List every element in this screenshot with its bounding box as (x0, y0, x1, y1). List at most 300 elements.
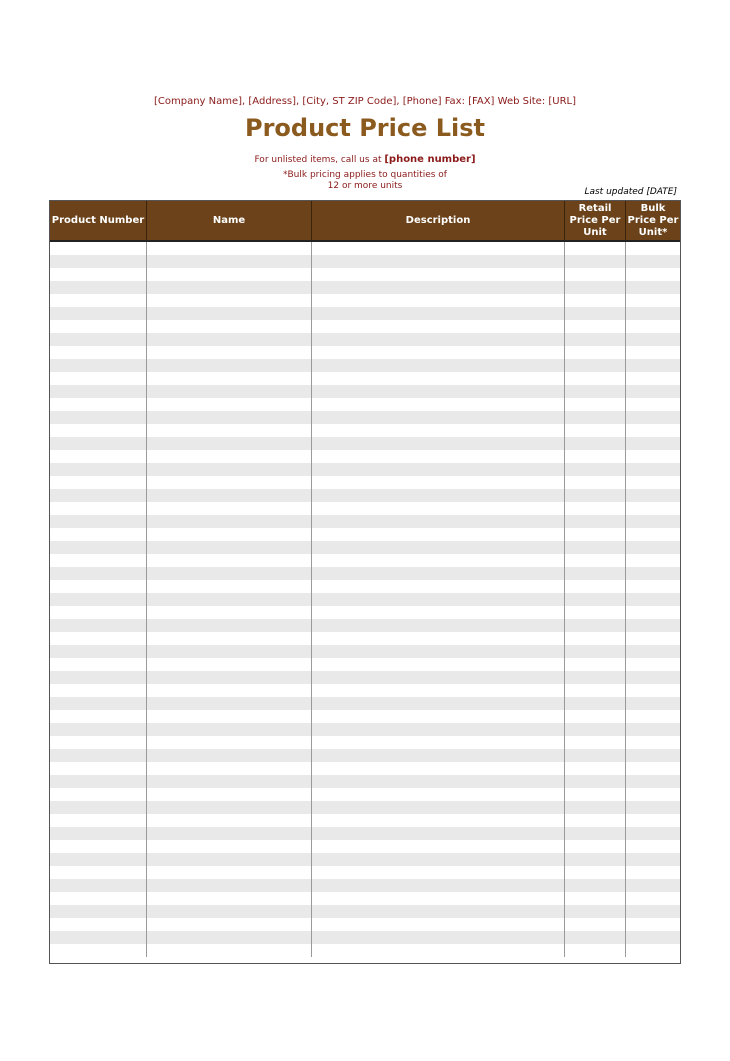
retail-price-cell[interactable] (565, 450, 626, 463)
description-cell[interactable] (312, 658, 565, 671)
bulk-price-cell[interactable] (626, 879, 680, 892)
bulk-price-cell[interactable] (626, 840, 680, 853)
product-number-cell[interactable] (50, 710, 147, 723)
name-cell[interactable] (147, 528, 312, 541)
name-cell[interactable] (147, 684, 312, 697)
product-number-cell[interactable] (50, 632, 147, 645)
description-cell[interactable] (312, 918, 565, 931)
name-cell[interactable] (147, 749, 312, 762)
retail-price-cell[interactable] (565, 554, 626, 567)
retail-price-cell[interactable] (565, 463, 626, 476)
bulk-price-cell[interactable] (626, 346, 680, 359)
product-number-cell[interactable] (50, 463, 147, 476)
description-cell[interactable] (312, 619, 565, 632)
product-number-cell[interactable] (50, 333, 147, 346)
product-number-cell[interactable] (50, 411, 147, 424)
bulk-price-cell[interactable] (626, 424, 680, 437)
retail-price-cell[interactable] (565, 736, 626, 749)
last-updated: Last updated [DATE] (584, 187, 677, 197)
name-cell[interactable] (147, 333, 312, 346)
retail-price-cell[interactable] (565, 866, 626, 879)
table-row (50, 281, 680, 294)
name-cell[interactable] (147, 281, 312, 294)
description-cell[interactable] (312, 476, 565, 489)
description-cell[interactable] (312, 788, 565, 801)
description-cell[interactable] (312, 593, 565, 606)
name-cell[interactable] (147, 242, 312, 255)
description-cell[interactable] (312, 541, 565, 554)
name-cell[interactable] (147, 853, 312, 866)
product-number-cell[interactable] (50, 606, 147, 619)
bulk-price-cell[interactable] (626, 684, 680, 697)
description-cell[interactable] (312, 346, 565, 359)
name-cell[interactable] (147, 879, 312, 892)
bulk-price-cell[interactable] (626, 853, 680, 866)
table-row (50, 814, 680, 827)
retail-price-cell[interactable] (565, 437, 626, 450)
description-cell[interactable] (312, 268, 565, 281)
table-row (50, 879, 680, 892)
product-number-cell[interactable] (50, 684, 147, 697)
name-cell[interactable] (147, 762, 312, 775)
retail-price-cell[interactable] (565, 606, 626, 619)
description-cell[interactable] (312, 684, 565, 697)
description-cell[interactable] (312, 528, 565, 541)
description-cell[interactable] (312, 632, 565, 645)
product-number-cell[interactable] (50, 281, 147, 294)
product-number-cell[interactable] (50, 775, 147, 788)
product-number-cell[interactable] (50, 294, 147, 307)
table-row (50, 515, 680, 528)
table-row (50, 424, 680, 437)
bulk-price-cell[interactable] (626, 710, 680, 723)
product-number-cell[interactable] (50, 892, 147, 905)
bulk-price-cell[interactable] (626, 372, 680, 385)
retail-price-cell[interactable] (565, 242, 626, 255)
description-cell[interactable] (312, 333, 565, 346)
product-number-cell[interactable] (50, 242, 147, 255)
retail-price-cell[interactable] (565, 255, 626, 268)
name-cell[interactable] (147, 268, 312, 281)
bulk-price-cell[interactable] (626, 294, 680, 307)
name-cell[interactable] (147, 736, 312, 749)
name-cell[interactable] (147, 905, 312, 918)
name-cell[interactable] (147, 814, 312, 827)
name-cell[interactable] (147, 255, 312, 268)
product-number-cell[interactable] (50, 918, 147, 931)
retail-price-cell[interactable] (565, 411, 626, 424)
description-cell[interactable] (312, 294, 565, 307)
retail-price-cell[interactable] (565, 775, 626, 788)
description-cell[interactable] (312, 801, 565, 814)
description-cell[interactable] (312, 840, 565, 853)
product-number-cell[interactable] (50, 788, 147, 801)
description-cell[interactable] (312, 827, 565, 840)
description-cell[interactable] (312, 775, 565, 788)
description-cell[interactable] (312, 723, 565, 736)
name-cell[interactable] (147, 645, 312, 658)
retail-price-cell[interactable] (565, 489, 626, 502)
name-cell[interactable] (147, 944, 312, 957)
bulk-note-line-1: *Bulk pricing applies to quantities of (283, 170, 447, 180)
description-cell[interactable] (312, 359, 565, 372)
retail-price-cell[interactable] (565, 281, 626, 294)
retail-price-cell[interactable] (565, 658, 626, 671)
description-cell[interactable] (312, 749, 565, 762)
product-number-cell[interactable] (50, 541, 147, 554)
name-cell[interactable] (147, 840, 312, 853)
table-row (50, 307, 680, 320)
bulk-price-cell[interactable] (626, 489, 680, 502)
name-cell[interactable] (147, 515, 312, 528)
name-cell[interactable] (147, 359, 312, 372)
name-cell[interactable] (147, 580, 312, 593)
retail-price-cell[interactable] (565, 372, 626, 385)
bulk-price-cell[interactable] (626, 723, 680, 736)
product-number-cell[interactable] (50, 749, 147, 762)
bulk-price-cell[interactable] (626, 385, 680, 398)
retail-price-cell[interactable] (565, 853, 626, 866)
name-cell[interactable] (147, 827, 312, 840)
bulk-price-cell[interactable] (626, 918, 680, 931)
retail-price-cell[interactable] (565, 944, 626, 957)
retail-price-cell[interactable] (565, 619, 626, 632)
product-number-cell[interactable] (50, 307, 147, 320)
description-cell[interactable] (312, 411, 565, 424)
name-cell[interactable] (147, 372, 312, 385)
retail-price-cell[interactable] (565, 671, 626, 684)
retail-price-cell[interactable] (565, 528, 626, 541)
retail-price-cell[interactable] (565, 268, 626, 281)
retail-price-cell[interactable] (565, 645, 626, 658)
name-cell[interactable] (147, 385, 312, 398)
retail-price-cell[interactable] (565, 593, 626, 606)
name-cell[interactable] (147, 450, 312, 463)
bulk-price-cell[interactable] (626, 541, 680, 554)
name-cell[interactable] (147, 541, 312, 554)
retail-price-cell[interactable] (565, 918, 626, 931)
description-cell[interactable] (312, 567, 565, 580)
product-number-cell[interactable] (50, 385, 147, 398)
name-cell[interactable] (147, 918, 312, 931)
bulk-price-cell[interactable] (626, 671, 680, 684)
product-number-cell[interactable] (50, 944, 147, 957)
description-cell[interactable] (312, 905, 565, 918)
product-number-cell[interactable] (50, 359, 147, 372)
product-number-cell[interactable] (50, 736, 147, 749)
bulk-price-cell[interactable] (626, 632, 680, 645)
name-cell[interactable] (147, 346, 312, 359)
product-number-cell[interactable] (50, 528, 147, 541)
description-cell[interactable] (312, 554, 565, 567)
name-cell[interactable] (147, 801, 312, 814)
bulk-price-cell[interactable] (626, 697, 680, 710)
description-cell[interactable] (312, 515, 565, 528)
retail-price-cell[interactable] (565, 333, 626, 346)
product-number-cell[interactable] (50, 554, 147, 567)
product-number-cell[interactable] (50, 515, 147, 528)
product-number-cell[interactable] (50, 801, 147, 814)
name-cell[interactable] (147, 567, 312, 580)
bulk-price-cell[interactable] (626, 502, 680, 515)
retail-price-cell[interactable] (565, 840, 626, 853)
bulk-price-cell[interactable] (626, 515, 680, 528)
table-row (50, 853, 680, 866)
retail-price-cell[interactable] (565, 827, 626, 840)
bulk-price-cell[interactable] (626, 775, 680, 788)
retail-price-cell[interactable] (565, 424, 626, 437)
name-cell[interactable] (147, 866, 312, 879)
bulk-price-cell[interactable] (626, 788, 680, 801)
bulk-price-cell[interactable] (626, 567, 680, 580)
name-cell[interactable] (147, 931, 312, 944)
retail-price-cell[interactable] (565, 710, 626, 723)
product-number-cell[interactable] (50, 814, 147, 827)
description-cell[interactable] (312, 944, 565, 957)
description-cell[interactable] (312, 424, 565, 437)
bulk-price-cell[interactable] (626, 268, 680, 281)
retail-price-cell[interactable] (565, 515, 626, 528)
product-number-cell[interactable] (50, 905, 147, 918)
product-number-cell[interactable] (50, 320, 147, 333)
name-cell[interactable] (147, 619, 312, 632)
retail-price-cell[interactable] (565, 905, 626, 918)
bulk-price-cell[interactable] (626, 242, 680, 255)
name-cell[interactable] (147, 320, 312, 333)
product-number-cell[interactable] (50, 879, 147, 892)
retail-price-cell[interactable] (565, 359, 626, 372)
description-cell[interactable] (312, 853, 565, 866)
product-number-cell[interactable] (50, 866, 147, 879)
description-cell[interactable] (312, 736, 565, 749)
header-product-number: Product Number (50, 201, 147, 240)
name-cell[interactable] (147, 658, 312, 671)
bulk-price-cell[interactable] (626, 944, 680, 957)
product-number-cell[interactable] (50, 450, 147, 463)
description-cell[interactable] (312, 242, 565, 255)
bulk-price-cell[interactable] (626, 606, 680, 619)
product-number-cell[interactable] (50, 593, 147, 606)
retail-price-cell[interactable] (565, 398, 626, 411)
product-number-cell[interactable] (50, 346, 147, 359)
retail-price-cell[interactable] (565, 801, 626, 814)
bulk-price-cell[interactable] (626, 580, 680, 593)
bulk-price-cell[interactable] (626, 307, 680, 320)
table-row (50, 320, 680, 333)
description-cell[interactable] (312, 450, 565, 463)
name-cell[interactable] (147, 892, 312, 905)
product-number-cell[interactable] (50, 255, 147, 268)
name-cell[interactable] (147, 593, 312, 606)
retail-price-cell[interactable] (565, 346, 626, 359)
product-number-cell[interactable] (50, 840, 147, 853)
product-number-cell[interactable] (50, 697, 147, 710)
table-row (50, 619, 680, 632)
product-number-cell[interactable] (50, 502, 147, 515)
retail-price-cell[interactable] (565, 931, 626, 944)
product-number-cell[interactable] (50, 268, 147, 281)
product-number-cell[interactable] (50, 827, 147, 840)
description-cell[interactable] (312, 866, 565, 879)
bulk-note-line-2: 12 or more units (327, 181, 403, 191)
bulk-price-cell[interactable] (626, 593, 680, 606)
bulk-price-cell[interactable] (626, 359, 680, 372)
description-cell[interactable] (312, 710, 565, 723)
retail-price-cell[interactable] (565, 723, 626, 736)
name-cell[interactable] (147, 411, 312, 424)
name-cell[interactable] (147, 671, 312, 684)
product-number-cell[interactable] (50, 853, 147, 866)
bulk-price-cell[interactable] (626, 476, 680, 489)
name-cell[interactable] (147, 775, 312, 788)
bulk-price-cell[interactable] (626, 281, 680, 294)
bulk-price-cell[interactable] (626, 736, 680, 749)
bulk-price-cell[interactable] (626, 398, 680, 411)
description-cell[interactable] (312, 437, 565, 450)
header-retail-price: Retail Price Per Unit (565, 201, 626, 240)
name-cell[interactable] (147, 788, 312, 801)
retail-price-cell[interactable] (565, 762, 626, 775)
bulk-price-cell[interactable] (626, 645, 680, 658)
name-cell[interactable] (147, 554, 312, 567)
name-cell[interactable] (147, 502, 312, 515)
description-cell[interactable] (312, 463, 565, 476)
description-cell[interactable] (312, 580, 565, 593)
retail-price-cell[interactable] (565, 814, 626, 827)
name-cell[interactable] (147, 294, 312, 307)
name-cell[interactable] (147, 398, 312, 411)
description-cell[interactable] (312, 931, 565, 944)
description-cell[interactable] (312, 307, 565, 320)
table-row (50, 489, 680, 502)
description-cell[interactable] (312, 320, 565, 333)
retail-price-cell[interactable] (565, 879, 626, 892)
product-number-cell[interactable] (50, 437, 147, 450)
description-cell[interactable] (312, 671, 565, 684)
bulk-price-cell[interactable] (626, 554, 680, 567)
bulk-price-cell[interactable] (626, 619, 680, 632)
retail-price-cell[interactable] (565, 294, 626, 307)
table-row (50, 736, 680, 749)
product-number-cell[interactable] (50, 671, 147, 684)
name-cell[interactable] (147, 307, 312, 320)
bulk-price-cell[interactable] (626, 320, 680, 333)
price-table (49, 200, 681, 964)
bulk-price-cell[interactable] (626, 749, 680, 762)
name-cell[interactable] (147, 723, 312, 736)
product-number-cell[interactable] (50, 489, 147, 502)
unlisted-prefix: For unlisted items, call us at (254, 155, 385, 165)
name-cell[interactable] (147, 632, 312, 645)
description-cell[interactable] (312, 762, 565, 775)
bulk-price-cell[interactable] (626, 905, 680, 918)
retail-price-cell[interactable] (565, 632, 626, 645)
bulk-price-cell[interactable] (626, 411, 680, 424)
table-row (50, 606, 680, 619)
product-number-cell[interactable] (50, 580, 147, 593)
description-cell[interactable] (312, 398, 565, 411)
product-number-cell[interactable] (50, 619, 147, 632)
name-cell[interactable] (147, 437, 312, 450)
product-number-cell[interactable] (50, 398, 147, 411)
bulk-price-cell[interactable] (626, 528, 680, 541)
retail-price-cell[interactable] (565, 684, 626, 697)
description-cell[interactable] (312, 255, 565, 268)
description-cell[interactable] (312, 385, 565, 398)
product-number-cell[interactable] (50, 567, 147, 580)
bulk-price-cell[interactable] (626, 450, 680, 463)
bulk-price-cell[interactable] (626, 255, 680, 268)
name-cell[interactable] (147, 606, 312, 619)
table-row (50, 866, 680, 879)
description-cell[interactable] (312, 281, 565, 294)
product-number-cell[interactable] (50, 931, 147, 944)
name-cell[interactable] (147, 424, 312, 437)
retail-price-cell[interactable] (565, 580, 626, 593)
retail-price-cell[interactable] (565, 541, 626, 554)
retail-price-cell[interactable] (565, 320, 626, 333)
retail-price-cell[interactable] (565, 788, 626, 801)
name-cell[interactable] (147, 463, 312, 476)
product-number-cell[interactable] (50, 762, 147, 775)
bulk-price-cell[interactable] (626, 658, 680, 671)
bulk-price-cell[interactable] (626, 866, 680, 879)
product-number-cell[interactable] (50, 645, 147, 658)
retail-price-cell[interactable] (565, 385, 626, 398)
retail-price-cell[interactable] (565, 892, 626, 905)
product-number-cell[interactable] (50, 476, 147, 489)
retail-price-cell[interactable] (565, 567, 626, 580)
product-number-cell[interactable] (50, 723, 147, 736)
description-cell[interactable] (312, 879, 565, 892)
product-number-cell[interactable] (50, 658, 147, 671)
table-row (50, 775, 680, 788)
bulk-price-cell[interactable] (626, 931, 680, 944)
description-cell[interactable] (312, 489, 565, 502)
bulk-price-cell[interactable] (626, 463, 680, 476)
description-cell[interactable] (312, 814, 565, 827)
description-cell[interactable] (312, 697, 565, 710)
description-cell[interactable] (312, 606, 565, 619)
name-cell[interactable] (147, 489, 312, 502)
bulk-price-cell[interactable] (626, 333, 680, 346)
retail-price-cell[interactable] (565, 307, 626, 320)
description-cell[interactable] (312, 502, 565, 515)
product-number-cell[interactable] (50, 372, 147, 385)
bulk-price-cell[interactable] (626, 814, 680, 827)
product-number-cell[interactable] (50, 424, 147, 437)
table-row (50, 541, 680, 554)
retail-price-cell[interactable] (565, 476, 626, 489)
bulk-price-cell[interactable] (626, 437, 680, 450)
table-row (50, 333, 680, 346)
name-cell[interactable] (147, 697, 312, 710)
retail-price-cell[interactable] (565, 697, 626, 710)
name-cell[interactable] (147, 476, 312, 489)
retail-price-cell[interactable] (565, 502, 626, 515)
bulk-price-cell[interactable] (626, 892, 680, 905)
table-row (50, 554, 680, 567)
table-row (50, 762, 680, 775)
description-cell[interactable] (312, 892, 565, 905)
name-cell[interactable] (147, 710, 312, 723)
bulk-price-cell[interactable] (626, 801, 680, 814)
description-cell[interactable] (312, 372, 565, 385)
bulk-price-cell[interactable] (626, 827, 680, 840)
bulk-price-cell[interactable] (626, 762, 680, 775)
description-cell[interactable] (312, 645, 565, 658)
retail-price-cell[interactable] (565, 749, 626, 762)
